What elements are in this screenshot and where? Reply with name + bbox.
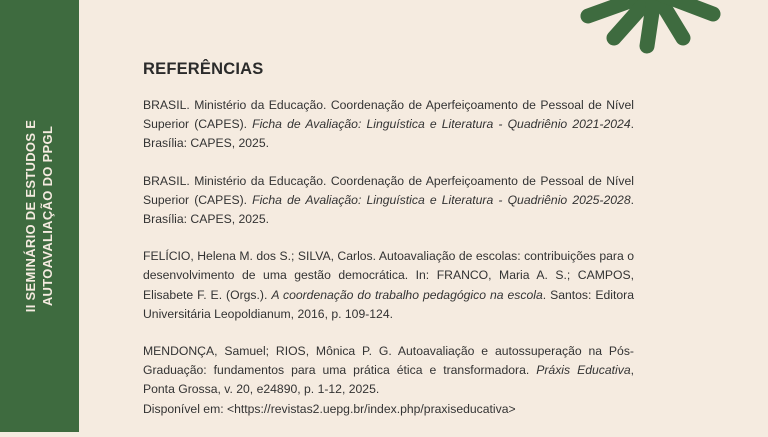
sunburst-decoration	[560, 0, 750, 70]
reference-text: . Brasília: CAPES, 2025.	[143, 192, 634, 227]
reference-text: . Santos: Editora Universitária Leopoldianum, 2016, p. 109-124.	[143, 287, 634, 321]
reference-item	[143, 172, 634, 230]
reference-text: MENDONÇA, Samuel; RIOS, Mônica P. G. Autoavaliação e autossuperação na Pós-Graduação: fundamentos para uma prática ética e transformadora.	[143, 344, 634, 378]
event-title-line-1: II SEMINÁRIO DE ESTUDOS E	[23, 119, 38, 313]
reference-text: BRASIL. Ministério da Educação. Coordenação de Aperfeiçoamento de Pessoal de Nível Superior (CAPES).	[143, 98, 634, 132]
reference-title: Práxis Educativa	[536, 363, 631, 378]
page-title: REFERÊNCIAS	[143, 60, 264, 78]
reference-title: A coordenação do trabalho pedagógico na escola	[271, 287, 543, 302]
reference-url[interactable]: Disponível em: <https://revistas2.uepg.br/index.php/praxiseducativa>	[143, 401, 516, 416]
reference-title: Ficha de Avaliação: Linguística e Literatura - Quadriênio 2025-2028	[252, 192, 631, 207]
reference-text: FELÍCIO, Helena M. dos S.; SILVA, Carlos. Autoavaliação de escolas: contribuições para o desenvolvimento de uma gestão democrática. In: FRANCO, Maria A. S.; CAMPOS, Elisabete F. E. (Orgs.).	[143, 249, 634, 302]
reference-text: . Brasília: CAPES, 2025.	[143, 117, 634, 151]
reference-list	[143, 96, 634, 437]
sidebar	[0, 0, 79, 432]
event-title-line-2: AUTOAVALIAÇÃO DO PPGL	[40, 125, 55, 307]
reference-text: , Ponta Grossa, v. 20, e24890, p. 1-12, 2025.	[143, 363, 634, 397]
reference-item	[143, 247, 634, 324]
reference-item	[143, 96, 634, 154]
reference-text: BRASIL. Ministério da Educação. Coordenação de Aperfeiçoamento de Pessoal de Nível Superior (CAPES).	[143, 173, 634, 207]
reference-title: Ficha de Avaliação: Linguística e Literatura - Quadriênio 2021-2024	[252, 117, 631, 132]
reference-item	[143, 342, 634, 419]
event-title	[22, 120, 56, 312]
